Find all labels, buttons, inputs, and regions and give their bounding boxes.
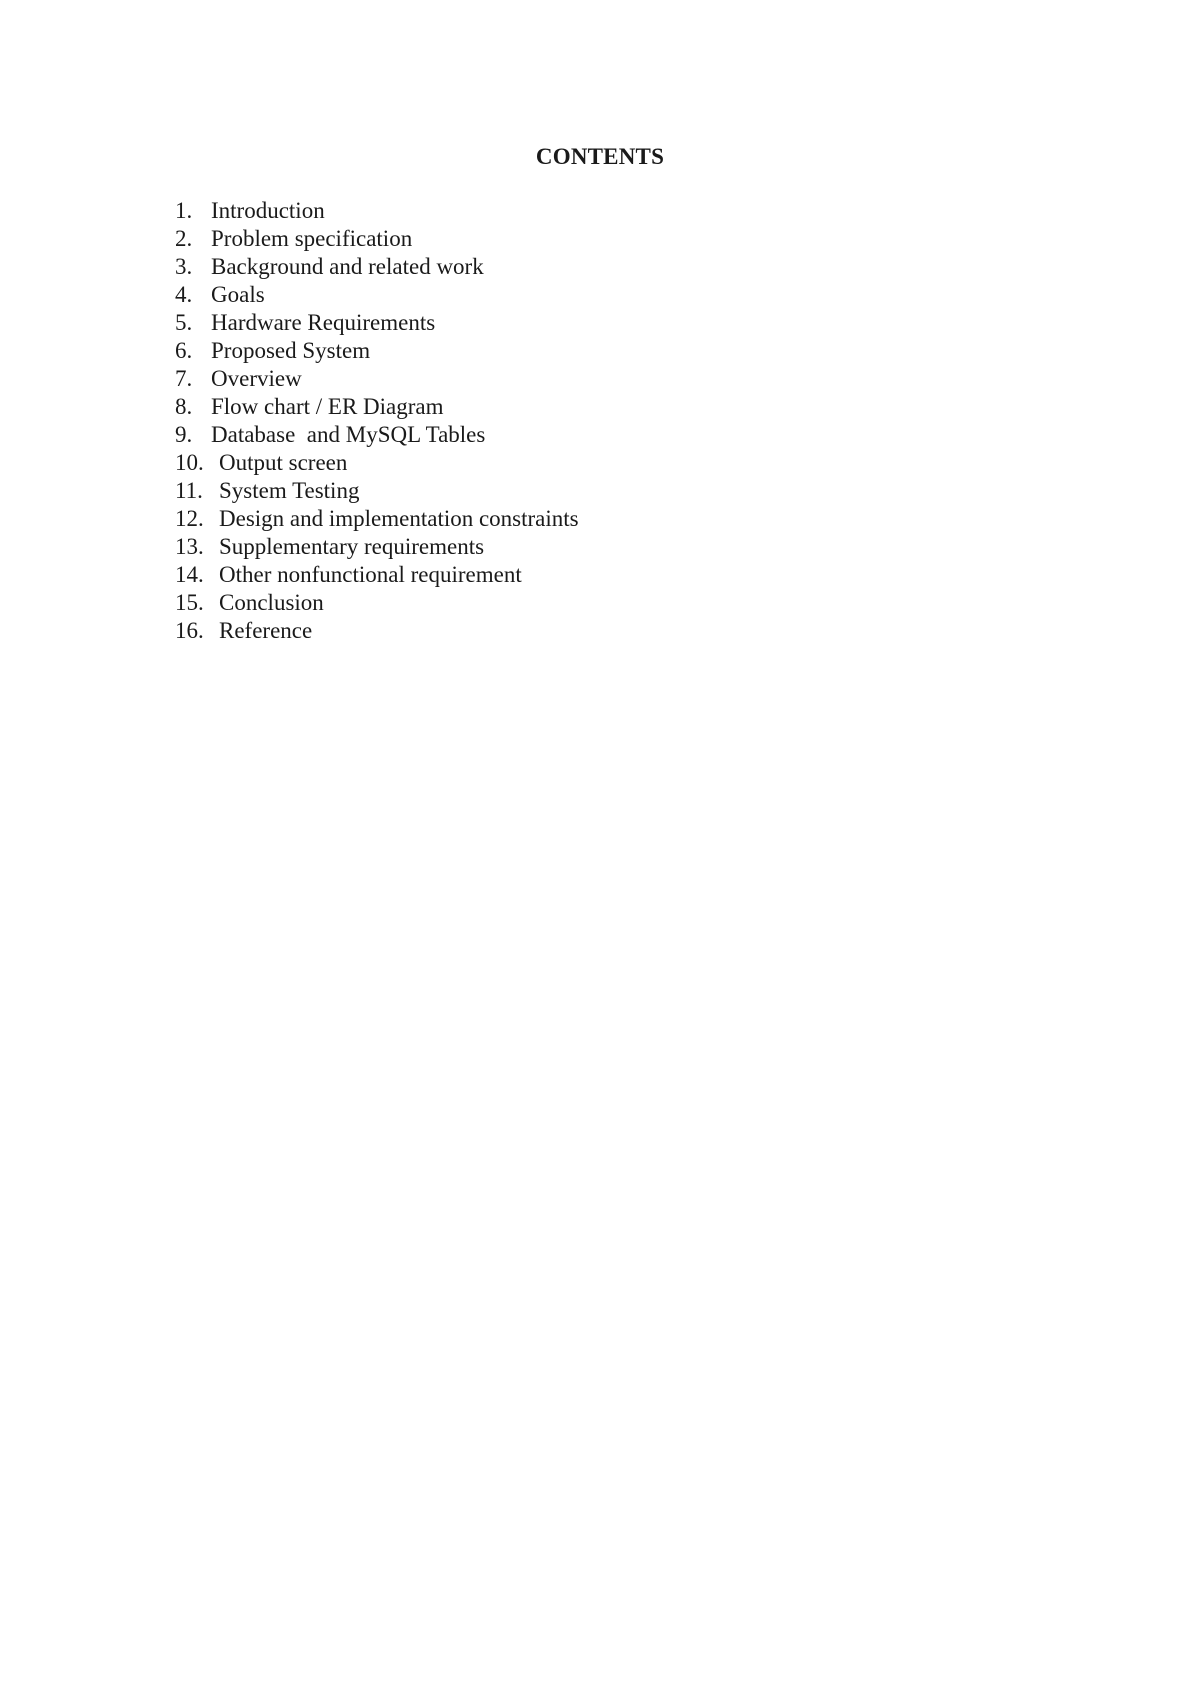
- list-item: [175, 477, 579, 505]
- item-title: Database and MySQL Tables: [211, 422, 486, 447]
- item-title: Proposed System: [211, 338, 371, 363]
- item-number: 4.: [175, 282, 193, 307]
- item-number: 5.: [175, 310, 193, 335]
- item-number: 15.: [175, 590, 204, 615]
- list-item: [175, 281, 579, 309]
- list-item: [175, 505, 579, 533]
- item-title: Conclusion: [219, 590, 324, 615]
- list-item: [175, 197, 579, 225]
- list-item: [175, 589, 579, 617]
- item-number: 7.: [175, 366, 193, 391]
- list-item: [175, 449, 579, 477]
- list-item: [175, 365, 579, 393]
- item-number: 11.: [175, 478, 203, 503]
- list-item: [175, 421, 579, 449]
- item-title: Other nonfunctional requirement: [219, 562, 522, 587]
- page-title: CONTENTS: [535, 144, 665, 169]
- item-number: 16.: [175, 618, 204, 643]
- item-title: Overview: [211, 366, 302, 391]
- item-number: 13.: [175, 534, 204, 559]
- item-title: Supplementary requirements: [219, 534, 485, 559]
- item-number: 14.: [175, 562, 204, 587]
- item-title: Output screen: [219, 450, 348, 475]
- list-item: [175, 225, 579, 253]
- table-of-contents: [175, 197, 579, 645]
- item-number: 6.: [175, 338, 193, 363]
- item-number: 3.: [175, 254, 193, 279]
- list-item: [175, 617, 579, 645]
- item-number: 12.: [175, 506, 204, 531]
- item-title: System Testing: [219, 478, 360, 503]
- item-number: 8.: [175, 394, 193, 419]
- item-number: 10.: [175, 450, 204, 475]
- list-item: [175, 253, 579, 281]
- list-item: [175, 561, 579, 589]
- item-title: Flow chart / ER Diagram: [211, 394, 444, 419]
- item-number: 2.: [175, 226, 193, 251]
- item-title: Problem specification: [211, 226, 413, 251]
- item-title: Design and implementation constraints: [219, 506, 579, 531]
- item-number: 1.: [175, 198, 193, 223]
- item-number: 9.: [175, 422, 193, 447]
- list-item: [175, 337, 579, 365]
- item-title: Reference: [219, 618, 313, 643]
- list-item: [175, 393, 579, 421]
- item-title: Introduction: [211, 198, 325, 223]
- item-title: Hardware Requirements: [211, 310, 436, 335]
- list-item: [175, 533, 579, 561]
- item-title: Background and related work: [211, 254, 484, 279]
- list-item: [175, 309, 579, 337]
- item-title: Goals: [211, 282, 265, 307]
